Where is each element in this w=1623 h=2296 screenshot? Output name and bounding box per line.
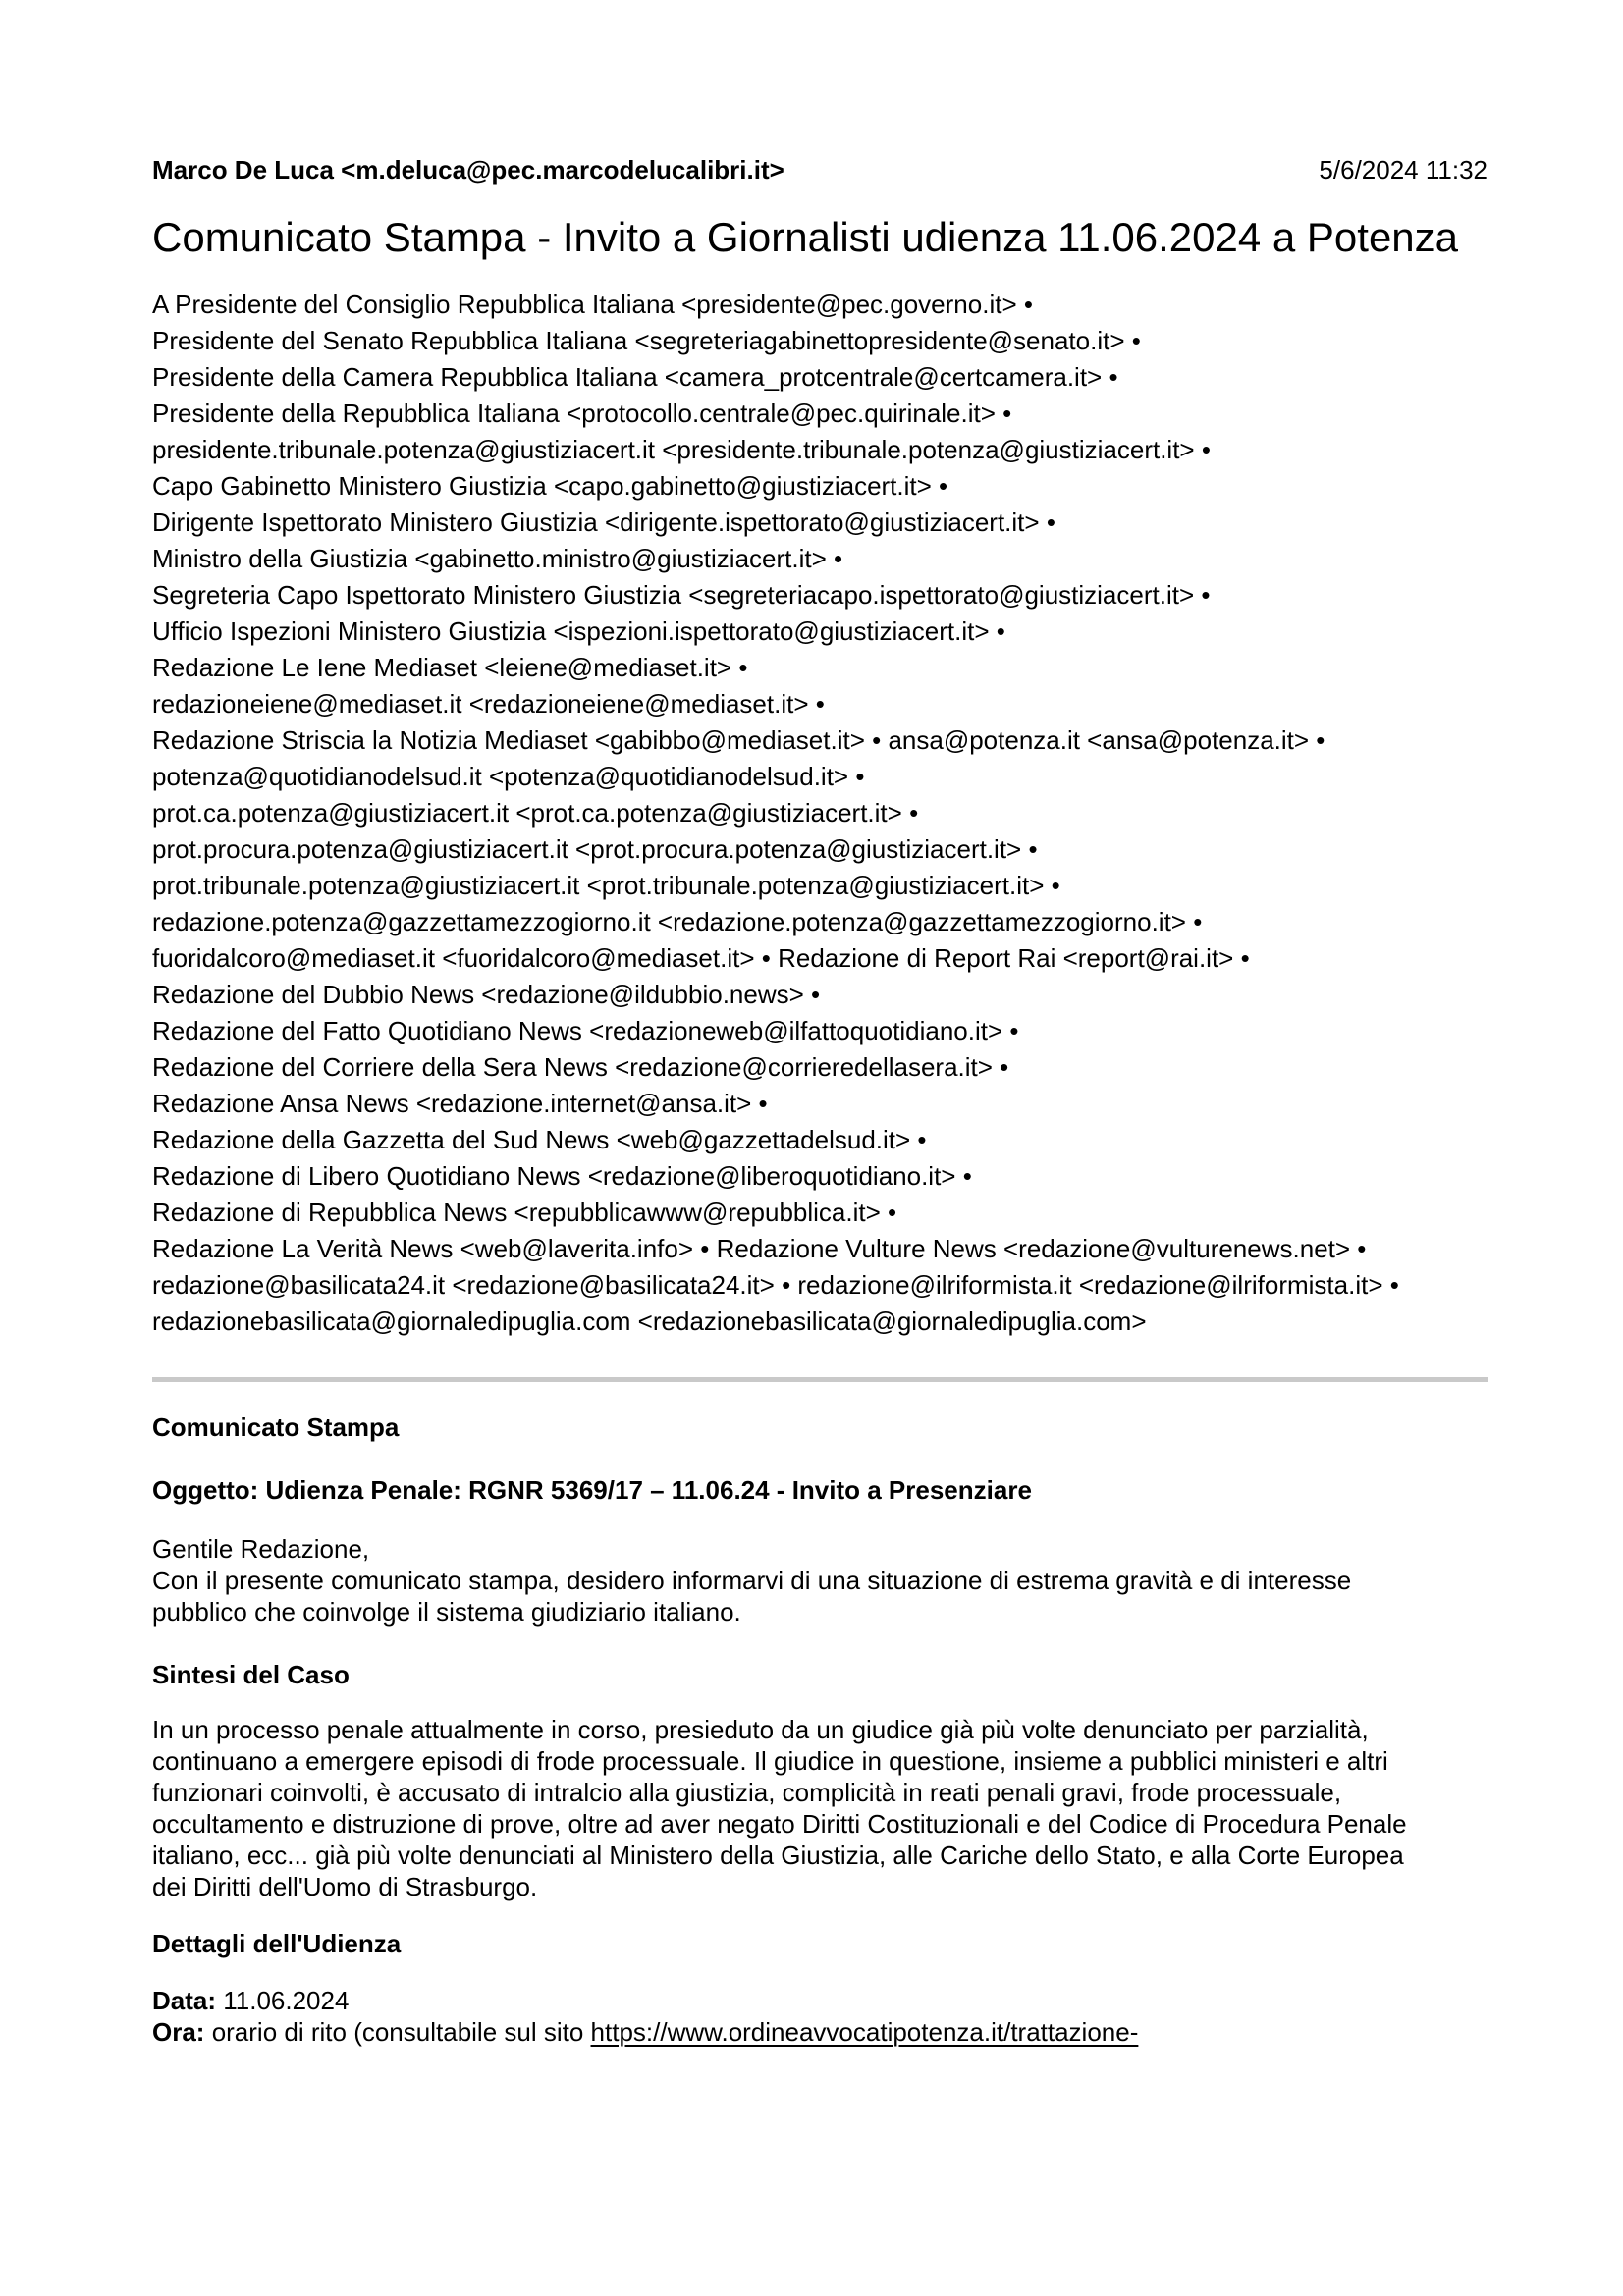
recipient-line: Ufficio Ispezioni Ministero Giustizia <ispezioni.ispettorato@giustiziacert.it> • (152, 616, 1005, 646)
oggetto-subject-line: Oggetto: Udienza Penale: RGNR 5369/17 – 11.06.24 - Invito a Presenziare (152, 1475, 1032, 1505)
recipient-line: Redazione del Dubbio News <redazione@ildubbio.news> • (152, 980, 821, 1009)
email-subject-title: Comunicato Stampa - Invito a Giornalisti udienza 11.06.2024 a Potenza (152, 214, 1459, 260)
recipient-line: Redazione della Gazzetta del Sud News <web@gazzettadelsud.it> • (152, 1125, 927, 1154)
recipient-line: fuoridalcoro@mediaset.it <fuoridalcoro@mediaset.it> • Redazione di Report Rai <report@rai.it> • (152, 943, 1250, 973)
sintesi-line: funzionari coinvolti, è accusato di intralcio alla giustizia, complicità in reati penali gravi, frode processuale, (152, 1778, 1342, 1807)
recipient-line: Redazione La Verità News <web@laverita.info> • Redazione Vulture News <redazione@vulturenews.net> • (152, 1234, 1367, 1263)
data-value: 11.06.2024 (216, 1986, 350, 2015)
recipients-list (152, 287, 1488, 1340)
recipient-line: Redazione Striscia la Notizia Mediaset <gabibbo@mediaset.it> • ansa@potenza.it <ansa@potenza.it> • (152, 725, 1325, 755)
recipient-line: Presidente del Senato Repubblica Italiana <segreteriagabinettopresidente@senato.it> • (152, 326, 1141, 355)
recipient-line: prot.tribunale.potenza@giustiziacert.it <prot.tribunale.potenza@giustiziacert.it> • (152, 871, 1060, 900)
recipient-line: Redazione del Fatto Quotidiano News <redazioneweb@ilfattoquotidiano.it> • (152, 1016, 1019, 1045)
dettagli-udienza-heading: Dettagli dell'Udienza (152, 1929, 402, 1958)
recipient-line: redazione.potenza@gazzettamezzogiorno.it <redazione.potenza@gazzettamezzogiorno.it> • (152, 907, 1203, 936)
sintesi-line: dei Diritti dell'Uomo di Strasburgo. (152, 1872, 538, 1901)
data-label: Data: (152, 1986, 217, 2015)
sintesi-del-caso-heading: Sintesi del Caso (152, 1660, 350, 1689)
recipient-line: Dirigente Ispettorato Ministero Giustizia <dirigente.ispettorato@giustiziacert.it> • (152, 507, 1055, 537)
recipient-line: Redazione di Repubblica News <repubblicawww@repubblica.it> • (152, 1198, 897, 1227)
ora-value: orario di rito (consultabile sul sito (204, 2017, 591, 2047)
document-header (152, 155, 1488, 185)
recipient-line: Presidente della Camera Repubblica Italiana <camera_protcentrale@certcamera.it> • (152, 362, 1118, 392)
detail-data-row (152, 1985, 1488, 2016)
sintesi-paragraph (152, 1714, 1488, 1902)
recipient-line: Segreteria Capo Ispettorato Ministero Giustizia <segreteriacapo.ispettorato@giustiziacert.it> • (152, 580, 1211, 610)
sent-datetime: 5/6/2024 11:32 (1319, 155, 1488, 185)
recipient-line: redazioneiene@mediaset.it <redazioneiene@mediaset.it> • (152, 689, 825, 719)
recipient-line: Ministro della Giustizia <gabinetto.ministro@giustiziacert.it> • (152, 544, 843, 573)
detail-ora-row (152, 2016, 1488, 2048)
recipient-line: prot.ca.potenza@giustiziacert.it <prot.ca.potenza@giustiziacert.it> • (152, 798, 919, 828)
recipient-line: redazione@basilicata24.it <redazione@basilicata24.it> • redazione@ilriformista.it <redazione@ilriformista.it> • (152, 1270, 1399, 1300)
ora-label: Ora: (152, 2017, 205, 2047)
sintesi-line: continuano a emergere episodi di frode processuale. Il giudice in questione, insieme a pubblici ministeri e altri (152, 1746, 1388, 1776)
sintesi-line: italiano, ecc... già più volte denunciati al Ministero della Giustizia, alle Cariche dello Stato, e alla Corte Europea (152, 1841, 1404, 1870)
greeting-line: pubblico che coinvolge il sistema giudiziario italiano. (152, 1597, 741, 1627)
recipient-line: Redazione Le Iene Mediaset <leiene@mediaset.it> • (152, 653, 748, 682)
recipient-line: Capo Gabinetto Ministero Giustizia <capo.gabinetto@giustiziacert.it> • (152, 471, 948, 501)
recipient-line: Presidente della Repubblica Italiana <protocollo.centrale@pec.quirinale.it> • (152, 399, 1012, 428)
recipient-line: presidente.tribunale.potenza@giustiziacert.it <presidente.tribunale.potenza@giustiziacert.it> • (152, 435, 1211, 464)
greeting-paragraph (152, 1533, 1488, 1628)
sintesi-line: In un processo penale attualmente in corso, presieduto da un giudice già più volte denunciato per parzialità, (152, 1715, 1369, 1744)
recipient-line: Redazione di Libero Quotidiano News <redazione@liberoquotidiano.it> • (152, 1161, 972, 1191)
recipient-line: redazionebasilicata@giornaledipuglia.com <redazionebasilicata@giornaledipuglia.com> (152, 1307, 1147, 1336)
recipient-line: Redazione del Corriere della Sera News <redazione@corrieredellasera.it> • (152, 1052, 1009, 1082)
greeting-line: Gentile Redazione, (152, 1534, 370, 1564)
recipient-line: Redazione Ansa News <redazione.internet@ansa.it> • (152, 1089, 768, 1118)
recipient-line: potenza@quotidianodelsud.it <potenza@quotidianodelsud.it> • (152, 762, 865, 791)
comunicato-stampa-heading: Comunicato Stampa (152, 1413, 400, 1442)
hearing-details (152, 1985, 1488, 2048)
sintesi-line: occultamento e distruzione di prove, oltre ad aver negato Diritti Costituzionali e del Codice di Procedura Penale (152, 1809, 1407, 1839)
hearing-schedule-link[interactable]: https://www.ordineavvocatipotenza.it/trattazione- (590, 2017, 1139, 2047)
section-divider (152, 1377, 1488, 1382)
recipient-line: A Presidente del Consiglio Repubblica Italiana <presidente@pec.governo.it> • (152, 290, 1033, 319)
greeting-line: Con il presente comunicato stampa, desidero informarvi di una situazione di estrema gravità e di interesse (152, 1566, 1352, 1595)
recipient-line: prot.procura.potenza@giustiziacert.it <prot.procura.potenza@giustiziacert.it> • (152, 834, 1038, 864)
sender-line: Marco De Luca <m.deluca@pec.marcodelucalibri.it> (152, 155, 784, 185)
